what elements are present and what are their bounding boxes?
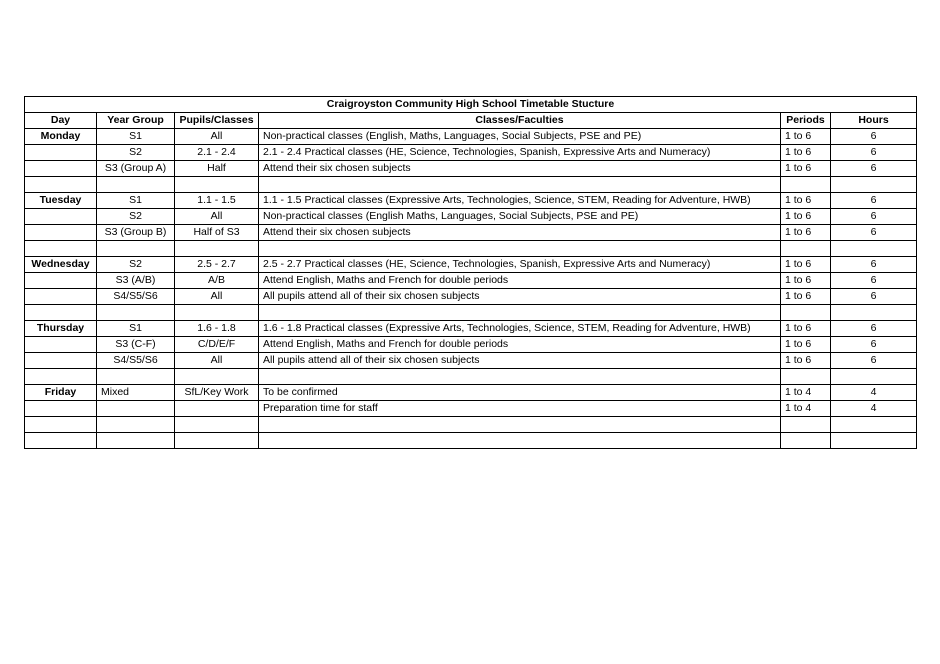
periods-cell (781, 417, 831, 433)
classes-faculties-cell: 1.6 - 1.8 Practical classes (Expressive Arts, Technologies, Science, STEM, Reading for Adventure, HWB) (259, 321, 781, 337)
year-group-cell: S2 (97, 145, 175, 161)
header-pupils-classes: Pupils/Classes (175, 113, 259, 129)
periods-cell: 1 to 6 (781, 337, 831, 353)
classes-faculties-cell: Attend their six chosen subjects (259, 225, 781, 241)
hours-cell: 6 (831, 273, 917, 289)
title-row (25, 97, 917, 113)
classes-faculties-cell: Non-practical classes (English, Maths, Languages, Social Subjects, PSE and PE) (259, 129, 781, 145)
day-cell (25, 209, 97, 225)
periods-cell: 1 to 6 (781, 193, 831, 209)
periods-cell: 1 to 4 (781, 385, 831, 401)
periods-cell: 1 to 6 (781, 289, 831, 305)
pupils-classes-cell (175, 433, 259, 449)
day-cell (25, 433, 97, 449)
periods-cell: 1 to 6 (781, 161, 831, 177)
hours-cell: 6 (831, 129, 917, 145)
periods-cell: 1 to 6 (781, 257, 831, 273)
table-row (25, 273, 917, 289)
day-cell (25, 369, 97, 385)
header-periods: Periods (781, 113, 831, 129)
periods-cell: 1 to 6 (781, 225, 831, 241)
year-group-cell: Mixed (97, 385, 175, 401)
hours-cell (831, 177, 917, 193)
year-group-cell: S2 (97, 209, 175, 225)
year-group-cell: S3 (A/B) (97, 273, 175, 289)
periods-cell: 1 to 6 (781, 145, 831, 161)
hours-cell (831, 241, 917, 257)
year-group-cell: S3 (C-F) (97, 337, 175, 353)
table-row (25, 177, 917, 193)
pupils-classes-cell: SfL/Key Work (175, 385, 259, 401)
pupils-classes-cell: C/D/E/F (175, 337, 259, 353)
hours-cell: 6 (831, 225, 917, 241)
year-group-cell (97, 177, 175, 193)
classes-faculties-cell (259, 305, 781, 321)
pupils-classes-cell: All (175, 129, 259, 145)
classes-faculties-cell (259, 417, 781, 433)
table-row (25, 241, 917, 257)
year-group-cell: S3 (Group B) (97, 225, 175, 241)
classes-faculties-cell (259, 433, 781, 449)
timetable-table (24, 96, 917, 449)
table-row (25, 353, 917, 369)
table-row (25, 145, 917, 161)
year-group-cell: S4/S5/S6 (97, 289, 175, 305)
hours-cell: 6 (831, 161, 917, 177)
day-cell (25, 177, 97, 193)
periods-cell: 1 to 6 (781, 209, 831, 225)
year-group-cell (97, 241, 175, 257)
table-title: Craigroyston Community High School Timetable Stucture (25, 97, 917, 113)
periods-cell (781, 433, 831, 449)
table-row (25, 385, 917, 401)
pupils-classes-cell (175, 305, 259, 321)
table-row (25, 225, 917, 241)
table-row (25, 417, 917, 433)
periods-cell: 1 to 6 (781, 321, 831, 337)
periods-cell: 1 to 6 (781, 129, 831, 145)
year-group-cell: S1 (97, 193, 175, 209)
day-cell (25, 305, 97, 321)
classes-faculties-cell: 2.5 - 2.7 Practical classes (HE, Science, Technologies, Spanish, Expressive Arts and Numeracy) (259, 257, 781, 273)
hours-cell: 6 (831, 321, 917, 337)
day-cell (25, 273, 97, 289)
hours-cell: 6 (831, 353, 917, 369)
hours-cell (831, 417, 917, 433)
classes-faculties-cell: Non-practical classes (English Maths, Languages, Social Subjects, PSE and PE) (259, 209, 781, 225)
classes-faculties-cell: 1.1 - 1.5 Practical classes (Expressive Arts, Technologies, Science, STEM, Reading for Adventure, HWB) (259, 193, 781, 209)
hours-cell: 6 (831, 193, 917, 209)
day-cell (25, 401, 97, 417)
pupils-classes-cell: Half of S3 (175, 225, 259, 241)
timetable-body (25, 129, 917, 449)
hours-cell: 6 (831, 209, 917, 225)
pupils-classes-cell (175, 417, 259, 433)
pupils-classes-cell (175, 241, 259, 257)
pupils-classes-cell (175, 401, 259, 417)
day-cell (25, 225, 97, 241)
classes-faculties-cell: To be confirmed (259, 385, 781, 401)
day-cell: Tuesday (25, 193, 97, 209)
periods-cell (781, 305, 831, 321)
hours-cell: 6 (831, 257, 917, 273)
hours-cell (831, 305, 917, 321)
pupils-classes-cell: Half (175, 161, 259, 177)
table-row (25, 257, 917, 273)
header-year-group: Year Group (97, 113, 175, 129)
year-group-cell: S3 (Group A) (97, 161, 175, 177)
table-row (25, 321, 917, 337)
day-cell (25, 289, 97, 305)
day-cell (25, 337, 97, 353)
pupils-classes-cell: 2.1 - 2.4 (175, 145, 259, 161)
table-row (25, 401, 917, 417)
day-cell: Wednesday (25, 257, 97, 273)
hours-cell (831, 369, 917, 385)
year-group-cell: S2 (97, 257, 175, 273)
pupils-classes-cell: All (175, 289, 259, 305)
hours-cell (831, 433, 917, 449)
classes-faculties-cell: Preparation time for staff (259, 401, 781, 417)
classes-faculties-cell: Attend English, Maths and French for double periods (259, 273, 781, 289)
hours-cell: 4 (831, 401, 917, 417)
table-row (25, 209, 917, 225)
classes-faculties-cell: All pupils attend all of their six chosen subjects (259, 289, 781, 305)
year-group-cell (97, 433, 175, 449)
year-group-cell: S1 (97, 321, 175, 337)
pupils-classes-cell (175, 177, 259, 193)
hours-cell: 6 (831, 289, 917, 305)
header-hours: Hours (831, 113, 917, 129)
table-row (25, 129, 917, 145)
table-row (25, 305, 917, 321)
pupils-classes-cell: A/B (175, 273, 259, 289)
year-group-cell: S1 (97, 129, 175, 145)
table-row (25, 369, 917, 385)
hours-cell: 4 (831, 385, 917, 401)
classes-faculties-cell (259, 369, 781, 385)
classes-faculties-cell: Attend English, Maths and French for double periods (259, 337, 781, 353)
year-group-cell: S4/S5/S6 (97, 353, 175, 369)
periods-cell (781, 241, 831, 257)
day-cell: Friday (25, 385, 97, 401)
classes-faculties-cell: All pupils attend all of their six chosen subjects (259, 353, 781, 369)
table-row (25, 161, 917, 177)
table-row (25, 193, 917, 209)
classes-faculties-cell (259, 241, 781, 257)
pupils-classes-cell: 2.5 - 2.7 (175, 257, 259, 273)
day-cell (25, 241, 97, 257)
timetable-sheet (24, 96, 917, 449)
header-day: Day (25, 113, 97, 129)
day-cell: Thursday (25, 321, 97, 337)
header-row (25, 113, 917, 129)
pupils-classes-cell: 1.6 - 1.8 (175, 321, 259, 337)
pupils-classes-cell: All (175, 209, 259, 225)
year-group-cell (97, 305, 175, 321)
day-cell (25, 161, 97, 177)
table-row (25, 337, 917, 353)
table-row (25, 289, 917, 305)
year-group-cell (97, 417, 175, 433)
periods-cell: 1 to 6 (781, 273, 831, 289)
day-cell (25, 417, 97, 433)
day-cell (25, 353, 97, 369)
year-group-cell (97, 369, 175, 385)
table-row (25, 433, 917, 449)
header-classes-faculties: Classes/Faculties (259, 113, 781, 129)
classes-faculties-cell: Attend their six chosen subjects (259, 161, 781, 177)
hours-cell: 6 (831, 145, 917, 161)
classes-faculties-cell: 2.1 - 2.4 Practical classes (HE, Science, Technologies, Spanish, Expressive Arts and Numeracy) (259, 145, 781, 161)
pupils-classes-cell: All (175, 353, 259, 369)
classes-faculties-cell (259, 177, 781, 193)
day-cell: Monday (25, 129, 97, 145)
hours-cell: 6 (831, 337, 917, 353)
periods-cell (781, 369, 831, 385)
periods-cell (781, 177, 831, 193)
pupils-classes-cell (175, 369, 259, 385)
day-cell (25, 145, 97, 161)
pupils-classes-cell: 1.1 - 1.5 (175, 193, 259, 209)
year-group-cell (97, 401, 175, 417)
periods-cell: 1 to 4 (781, 401, 831, 417)
periods-cell: 1 to 6 (781, 353, 831, 369)
